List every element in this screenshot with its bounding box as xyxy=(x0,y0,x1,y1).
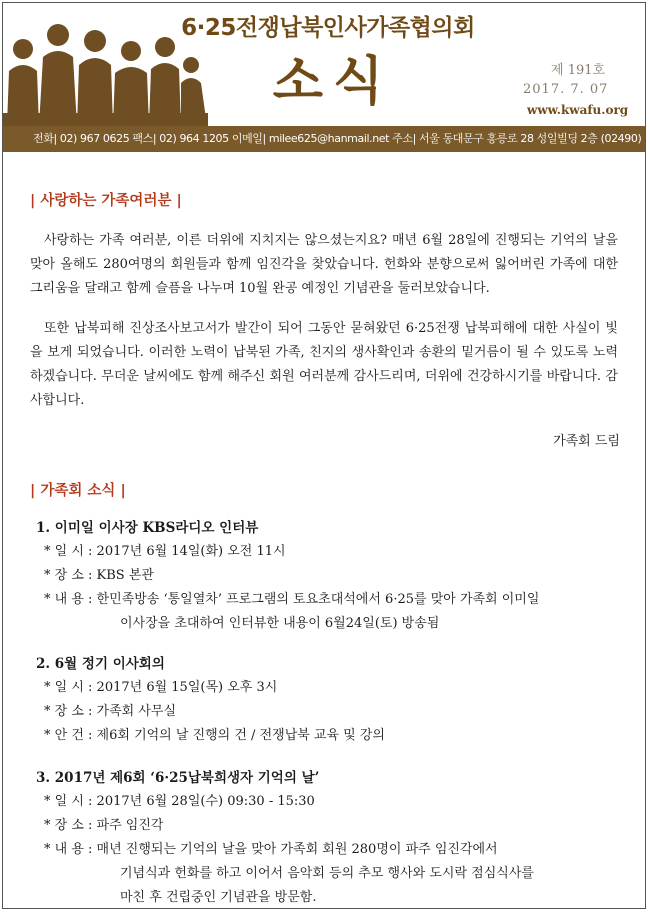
news-item-1-continuation: 이사장을 초대하여 인터뷰한 내용이 6월24일(토) 방송됨 xyxy=(120,616,440,631)
news-item-3-title: 3. 2017년 제6회 ‘6·25납북희생자 기억의 날’ xyxy=(36,770,320,786)
row-key: * 장 소 : xyxy=(44,704,93,719)
news-item-1-row xyxy=(44,588,539,607)
row-value: 2017년 6월 15일(목) 오후 3시 xyxy=(96,680,278,695)
row-value: 가족회 사무실 xyxy=(96,704,177,719)
news-item-2-title: 2. 6월 정기 이사회의 xyxy=(36,656,165,672)
row-key: * 일 시 : xyxy=(44,794,93,809)
row-key: * 내 용 : xyxy=(44,842,93,857)
news-item-3-continuation: 마친 후 건립중인 기념관을 방문함. xyxy=(120,890,317,905)
news-item-3-row xyxy=(44,814,163,833)
row-key: * 장 소 : xyxy=(44,568,93,583)
greeting-heading: | 사랑하는 가족여러분 | xyxy=(30,193,182,209)
row-key: * 내 용 : xyxy=(44,592,93,607)
row-key: * 일 시 : xyxy=(44,680,93,695)
news-item-1-title: 1. 이미일 이사장 KBS라디오 인터뷰 xyxy=(36,520,259,536)
news-item-3-row xyxy=(44,790,315,809)
row-key: * 일 시 : xyxy=(44,544,93,559)
news-heading: | 가족회 소식 | xyxy=(30,483,126,499)
row-value: KBS 본관 xyxy=(96,568,154,583)
greeting-signature: 가족회 드림 xyxy=(553,434,620,449)
news-item-1-row xyxy=(44,564,154,583)
news-item-1-row xyxy=(44,540,286,559)
news-item-2-row xyxy=(44,676,277,695)
greeting-paragraph-1: 사랑하는 가족 여러분, 이른 더위에 지치지는 않으셨는지요? 매년 6월 28일에 진행되는 기억의 날을 맞아 올해도 280여명의 회원들과 함께 임진각을 찾았습니다. 헌화와 분향으로써 잃어버린 가족에 대한 그리움을 달래고 함께 슬픔을 나누며 10월 완공 예정인 기념관을 둘러보았습니다. xyxy=(30,233,618,296)
organization-name: 6·25전쟁납북인사가족협의회 xyxy=(181,15,475,41)
newsletter-header xyxy=(3,3,645,126)
row-value: 2017년 6월 14일(화) 오전 11시 xyxy=(96,544,286,559)
row-value: 한민족방송 ‘통일열차’ 프로그램의 토요초대석에서 6·25를 맞아 가족회 이미일 xyxy=(96,592,540,607)
news-item-2-row xyxy=(44,724,385,743)
row-value: 제6회 기억의 날 진행의 건 / 전쟁납북 교육 및 강의 xyxy=(96,728,385,743)
newsletter-title: 소식 xyxy=(272,51,394,112)
row-key: * 장 소 : xyxy=(44,818,93,833)
website-url: www.kwafu.org xyxy=(527,103,629,117)
news-item-2-row xyxy=(44,700,176,719)
contact-bar: 전화| 02) 967 0625 팩스| 02) 964 1205 이메일| milee625@hanmail.net 주소| 서울 동대문구 홍릉로 28 성일빌딩 2층 (02490) xyxy=(3,126,645,152)
news-item-3-continuation: 기념식과 헌화를 하고 이어서 음악회 등의 추모 행사와 도시락 점심식사를 xyxy=(120,866,534,881)
issue-date: 2017. 7. 07 xyxy=(523,82,609,97)
news-item-3-row xyxy=(44,838,498,857)
row-value: 매년 진행되는 기억의 날을 맞아 가족회 회원 280명이 파주 임진각에서 xyxy=(96,842,498,857)
row-value: 파주 임진각 xyxy=(96,818,164,833)
greeting-paragraph-2: 또한 납북피해 진상조사보고서가 발간이 되어 그동안 묻혀왔던 6·25전쟁 납북피해에 대한 사실이 빛을 보게 되었습니다. 이러한 노력이 납북된 가족, 친지의 생사확인과 송환의 밑거름이 될 수 있도록 노력하겠습니다. 무더운 날씨에도 함께 해주신 회원 여러분께 감사드리며, 더위에 건강하시기를 바랍니다. 감사합니다. xyxy=(30,321,618,408)
row-value: 2017년 6월 28일(수) 09:30 - 15:30 xyxy=(96,794,315,809)
issue-number: 제 191호 xyxy=(551,63,606,78)
row-key: * 안 건 : xyxy=(44,728,93,743)
